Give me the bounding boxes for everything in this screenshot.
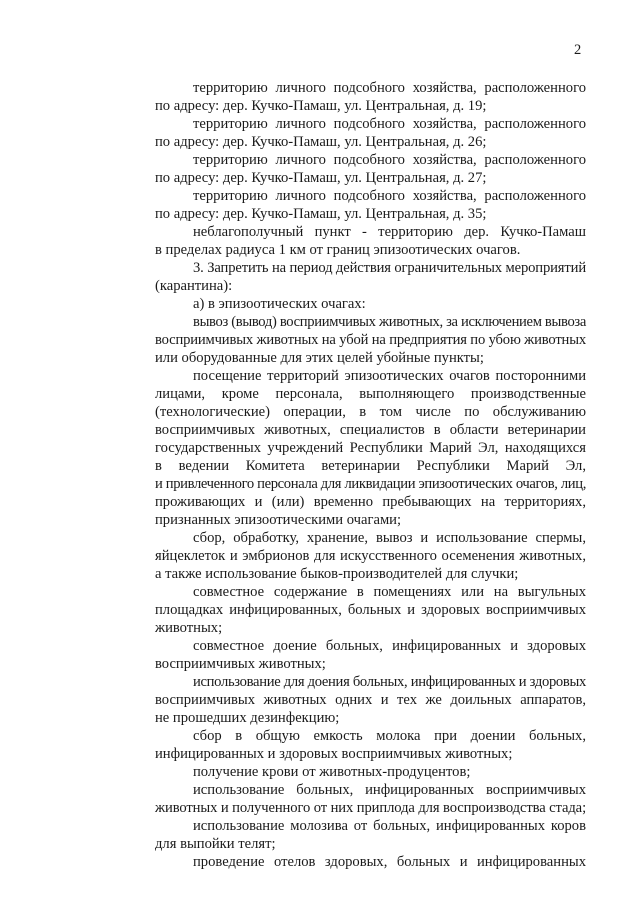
- text-line: посещение территорий эпизоотических очагов посторонними: [193, 368, 586, 384]
- text-line: животных;: [155, 620, 223, 636]
- text-line: яйцеклеток и эмбрионов для искусственного осеменения животных,: [155, 548, 586, 564]
- paragraph: [117, 151, 586, 187]
- paragraph: [117, 259, 586, 295]
- text-line: не прошедших дезинфекцию;: [155, 710, 340, 726]
- text-line: совместное доение больных, инфицированных и здоровых: [193, 638, 586, 654]
- paragraph: [117, 637, 586, 673]
- text-line: для выпойки телят;: [155, 836, 276, 852]
- text-line: и привлеченного персонала для ликвидации эпизоотических очагов, лиц,: [155, 476, 587, 492]
- paragraph: [117, 79, 586, 115]
- paragraph: [117, 367, 586, 529]
- paragraph: [117, 583, 586, 637]
- paragraph: [117, 187, 586, 223]
- paragraph: [117, 295, 586, 313]
- paragraph: [117, 727, 586, 763]
- text-line: восприимчивых животных одних и тех же доильных аппаратов,: [155, 692, 586, 708]
- text-line: проведение отелов здоровых, больных и инфицированных: [193, 854, 586, 870]
- text-line: получение крови от животных-продуцентов;: [193, 764, 471, 780]
- text-line: восприимчивых животных, специалистов в области ветеринарии: [155, 422, 586, 438]
- text-line: вывоз (вывод) восприимчивых животных, за исключением вывоза: [193, 314, 587, 330]
- text-line: совместное содержание в помещениях или на выгульных: [193, 584, 586, 600]
- text-line: признанных эпизоотическими очагами;: [155, 512, 402, 528]
- text-line: использование молозива от больных, инфицированных коров: [193, 818, 586, 834]
- text-line: по адресу: дер. Кучко-Памаш, ул. Центральная, д. 19;: [155, 98, 487, 114]
- paragraph: [117, 781, 586, 817]
- text-line: 3. Запретить на период действия ограничительных мероприятий: [193, 260, 586, 276]
- paragraph: [117, 115, 586, 151]
- text-line: площадках инфицированных, больных и здоровых восприимчивых: [155, 602, 586, 618]
- text-line: а) в эпизоотических очагах:: [193, 296, 366, 312]
- text-line: животных и полученного от них приплода для воспроизводства стада;: [155, 800, 587, 816]
- paragraph: [117, 763, 586, 781]
- text-line: восприимчивых животных на убой на предприятия по убою животных: [155, 332, 586, 348]
- text-line: в ведении Комитета ветеринарии Республики Марий Эл,: [155, 458, 586, 474]
- text-line: (технологические) операции, в том числе по обслуживанию: [155, 404, 586, 420]
- text-line: государственных учреждений Республики Марий Эл, находящихся: [155, 440, 586, 456]
- text-line: по адресу: дер. Кучко-Памаш, ул. Центральная, д. 35;: [155, 206, 487, 222]
- paragraph: [117, 853, 586, 871]
- text-line: использование больных, инфицированных восприимчивых: [193, 782, 586, 798]
- text-line: сбор, обработку, хранение, вывоз и использование спермы,: [193, 530, 586, 546]
- text-line: восприимчивых животных;: [155, 656, 326, 672]
- text-line: (карантина):: [155, 278, 233, 294]
- text-line: сбор в общую емкость молока при доении больных,: [193, 728, 586, 744]
- text-line: использование для доения больных, инфицированных и здоровых: [193, 674, 587, 690]
- text-line: или оборудованные для этих целей убойные пункты;: [155, 350, 484, 366]
- text-line: по адресу: дер. Кучко-Памаш, ул. Центральная, д. 27;: [155, 170, 487, 186]
- document-body: [117, 79, 586, 871]
- text-line: территорию личного подсобного хозяйства, расположенного: [193, 152, 586, 168]
- text-line: лицами, кроме персонала, выполняющего производственные: [155, 386, 586, 402]
- text-line: неблагополучный пункт - территорию дер. Кучко-Памаш: [193, 224, 586, 240]
- text-line: территорию личного подсобного хозяйства, расположенного: [193, 80, 586, 96]
- text-line: а также использование быков-производителей для случки;: [155, 566, 519, 582]
- paragraph: [117, 223, 586, 259]
- text-line: проживающих и (или) временно пребывающих на территориях,: [155, 494, 586, 510]
- text-line: территорию личного подсобного хозяйства, расположенного: [193, 116, 586, 132]
- text-line: в пределах радиуса 1 км от границ эпизоотических очагов.: [155, 242, 521, 258]
- paragraph: [117, 313, 586, 367]
- text-line: инфицированных и здоровых восприимчивых животных;: [155, 746, 513, 762]
- text-line: территорию личного подсобного хозяйства, расположенного: [193, 188, 586, 204]
- paragraph: [117, 817, 586, 853]
- paragraph: [117, 529, 586, 583]
- text-line: по адресу: дер. Кучко-Памаш, ул. Центральная, д. 26;: [155, 134, 487, 150]
- page-number: 2: [574, 42, 582, 58]
- paragraph: [117, 673, 586, 727]
